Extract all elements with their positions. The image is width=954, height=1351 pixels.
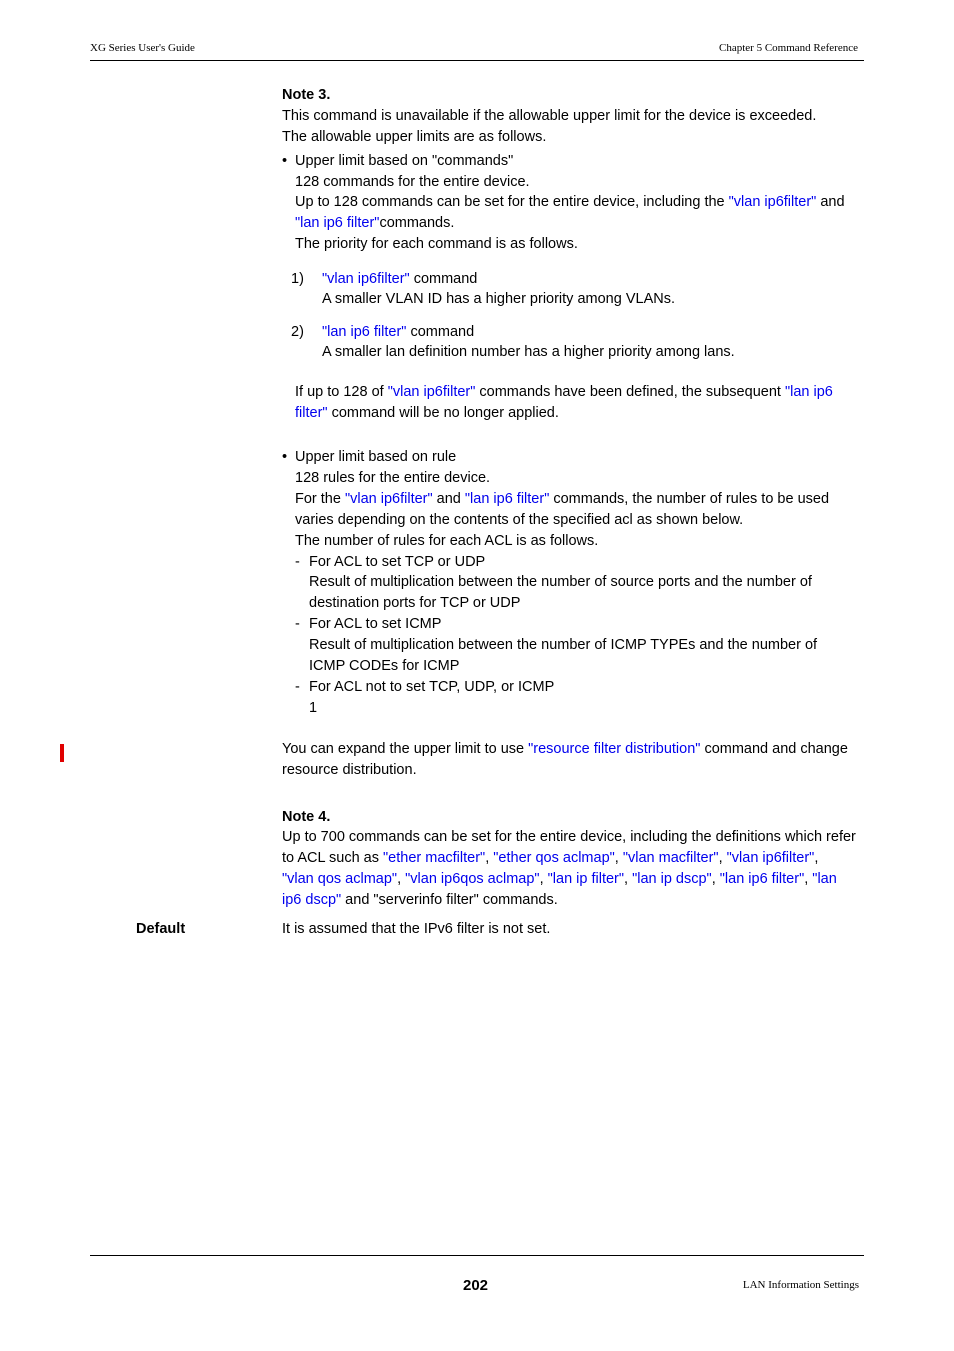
bullet-2-line4: The number of rules for each ACL is as follows. [295, 533, 599, 549]
link-vlan-ip6filter[interactable]: "vlan ip6filter" [726, 850, 815, 866]
note3-title: Note 3. [282, 87, 331, 103]
item-1-desc: A smaller VLAN ID has a higher priority among VLANs. [322, 291, 675, 307]
page-number: 202 [463, 1277, 489, 1294]
bullet-1-line1: 128 commands for the entire device. [295, 174, 530, 190]
item-2-number: 2) [291, 324, 304, 340]
sub-2-dash: - [295, 616, 300, 632]
item-2-title: "lan ip6 filter" command [322, 324, 475, 340]
link-lan-ip6-filter[interactable]: "lan ip6 filter" [464, 491, 550, 507]
link-ether-macfilter[interactable]: "ether macfilter" [383, 850, 486, 866]
link-lan-ip6-filter[interactable]: "lan ip6 filter" [322, 324, 407, 340]
link-lan-ip6-filter[interactable]: "lan ip6 filter" [719, 871, 805, 887]
expand-line1: You can expand the upper limit to use "resource filter distribution" command and change [282, 741, 848, 757]
link-vlan-qos-aclmap[interactable]: "vlan qos aclmap" [282, 871, 398, 887]
item-2-desc: A smaller lan definition number has a higher priority among lans. [322, 344, 735, 360]
link-vlan-macfilter[interactable]: "vlan macfilter" [622, 850, 719, 866]
bullet-1-line2: Up to 128 commands can be set for the entire device, including the "vlan ip6filter" and [295, 194, 845, 210]
item-1-title: "vlan ip6filter" command [322, 271, 478, 287]
note3-intro-1: This command is unavailable if the allowable upper limit for the device is exceeded. [282, 108, 817, 124]
header-rule [90, 60, 864, 61]
footer-rule [90, 1255, 864, 1256]
bullet-1-marker: • [282, 153, 288, 169]
sub-1-head: For ACL to set TCP or UDP [309, 554, 486, 570]
link-resource-filter-distribution[interactable]: "resource filter distribution" [528, 741, 701, 757]
link-ether-qos-aclmap[interactable]: "ether qos aclmap" [493, 850, 615, 866]
bullet-1-line3: "lan ip6 filter"commands. [295, 215, 455, 231]
sub-3-dash: - [295, 679, 300, 695]
sub-1-line2: destination ports for TCP or UDP [309, 595, 521, 611]
note3-intro-2: The allowable upper limits are as follows. [282, 129, 547, 145]
default-text: It is assumed that the IPv6 filter is not set. [282, 921, 551, 937]
link-lan-ip6-filter[interactable]: "lan ip6 [784, 384, 833, 400]
bullet-2-line3: varies depending on the contents of the specified acl as shown below. [295, 512, 744, 528]
bullet-1-after-1: If up to 128 of "vlan ip6filter" commands have been defined, the subsequent "lan ip6 [295, 384, 833, 400]
footer-section: LAN Information Settings [742, 1279, 859, 1291]
bullet-2-line1: 128 rules for the entire device. [295, 470, 491, 486]
link-lan-ip-filter[interactable]: "lan ip filter" [547, 871, 625, 887]
sub-2-head: For ACL to set ICMP [309, 616, 442, 632]
link-vlan-ip6filter[interactable]: "vlan ip6filter" [322, 271, 410, 287]
sub-1-dash: - [295, 554, 300, 570]
link-vlan-ip6filter[interactable]: "vlan ip6filter" [387, 384, 476, 400]
sub-3-line1: 1 [309, 700, 318, 716]
default-label: Default [136, 921, 186, 937]
link-lan-ip6-filter[interactable]: filter" [295, 405, 328, 421]
note4-line2: to ACL such as "ether macfilter", "ether qos aclmap", "vlan macfilter", "vlan ip6filter", [282, 850, 819, 866]
link-lan-ip6-dscp[interactable]: ip6 dscp" [282, 892, 342, 908]
link-lan-ip6-dscp[interactable]: "lan [812, 871, 837, 887]
bullet-2-line2: For the "vlan ip6filter" and "lan ip6 filter" commands, the number of rules to be used [295, 491, 830, 507]
link-vlan-ip6filter[interactable]: "vlan ip6filter" [344, 491, 433, 507]
revision-change-bar [60, 744, 64, 762]
expand-line2: resource distribution. [282, 762, 417, 778]
bullet-1-heading: Upper limit based on "commands" [295, 153, 514, 169]
sub-3-head: For ACL not to set TCP, UDP, or ICMP [309, 679, 555, 695]
sub-2-line1: Result of multiplication between the number of ICMP TYPEs and the number of [309, 637, 818, 653]
link-vlan-ip6filter[interactable]: "vlan ip6filter" [728, 194, 817, 210]
header-left: XG Series User's Guide [90, 42, 195, 54]
sub-2-line2: ICMP CODEs for ICMP [309, 658, 460, 674]
note4-title: Note 4. [282, 809, 331, 825]
link-lan-ip6-filter[interactable]: "lan ip6 filter" [295, 215, 380, 231]
note4-line4: ip6 dscp" and "serverinfo filter" commands. [282, 892, 558, 908]
note4-line1: Up to 700 commands can be set for the entire device, including the definitions which refer [282, 829, 856, 845]
item-1-number: 1) [291, 271, 304, 287]
bullet-1-line4: The priority for each command is as follows. [295, 236, 578, 252]
sub-1-line1: Result of multiplication between the number of source ports and the number of [309, 574, 812, 590]
bullet-2-marker: • [282, 449, 288, 465]
link-lan-ip-dscp[interactable]: "lan ip dscp" [632, 871, 712, 887]
note4-line3: "vlan qos aclmap", "vlan ip6qos aclmap", "lan ip filter", "lan ip dscp", "lan ip6 filter", "lan [282, 871, 837, 887]
bullet-1-after-2: filter" command will be no longer applied. [295, 405, 559, 421]
header-right: Chapter 5 Command Reference [719, 42, 858, 54]
link-vlan-ip6qos-aclmap[interactable]: "vlan ip6qos aclmap" [405, 871, 540, 887]
bullet-2-heading: Upper limit based on rule [295, 449, 457, 465]
